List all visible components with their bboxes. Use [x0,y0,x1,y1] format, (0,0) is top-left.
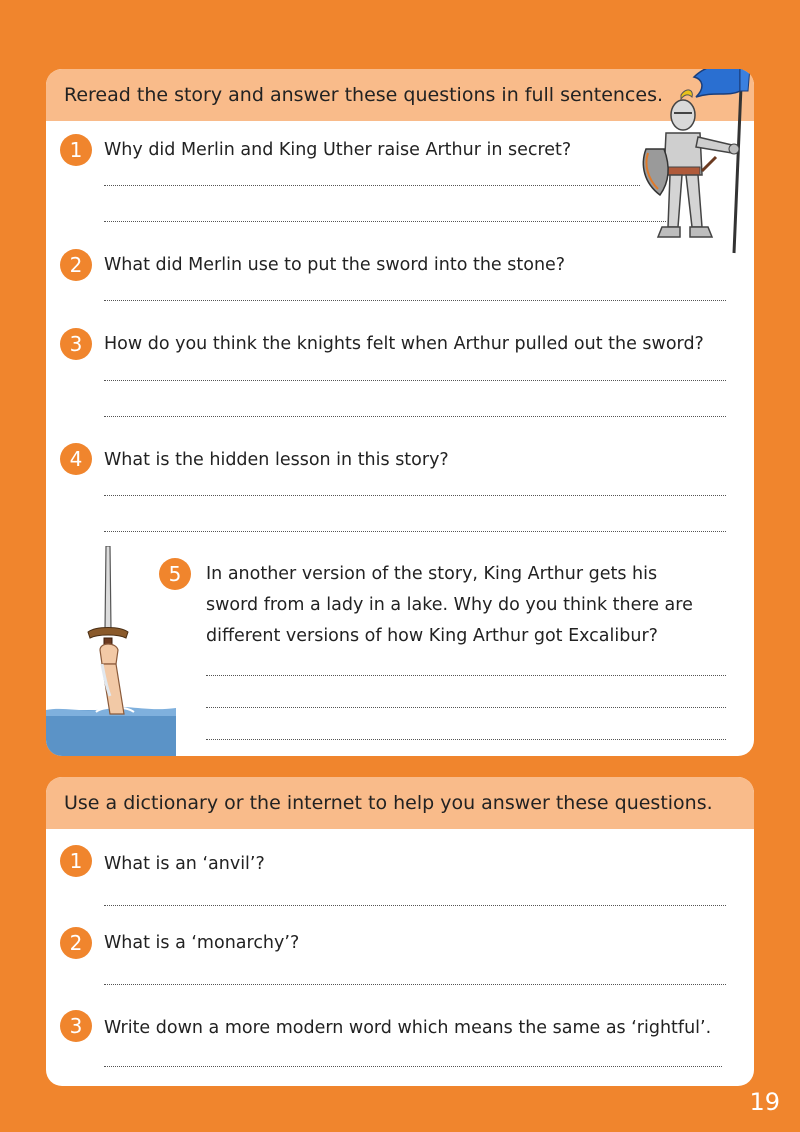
question-text: What did Merlin use to put the sword into the stone? [104,255,566,275]
question-number: 1 [60,845,92,877]
answer-line[interactable] [104,380,726,381]
question-text: What is a ‘monarchy’? [104,933,300,953]
question-text: How do you think the knights felt when Arthur pulled out the sword? [104,334,704,354]
question-number: 3 [60,328,92,360]
answer-line[interactable] [104,185,640,186]
question-text: What is an ‘anvil’? [104,854,265,874]
question-number: 2 [60,927,92,959]
questions-card-reread [46,69,754,756]
questions-card-dictionary [46,777,754,1086]
answer-line[interactable] [104,221,666,222]
question-number: 5 [159,558,191,590]
answer-line[interactable] [206,675,726,676]
instruction-text: Use a dictionary or the internet to help you answer these questions. [64,792,713,814]
question-text: What is the hidden lesson in this story? [104,450,449,470]
answer-line[interactable] [104,984,726,985]
answer-line[interactable] [104,905,726,906]
answer-line[interactable] [206,707,726,708]
knight-with-flag-illustration [636,69,754,277]
sword-in-lake-illustration [46,546,176,756]
instruction-text: Reread the story and answer these questions in full sentences. [64,84,664,106]
question-number: 2 [60,249,92,281]
question-text: Why did Merlin and King Uther raise Arthur in secret? [104,140,572,160]
answer-line[interactable] [104,300,726,301]
question-number: 1 [60,134,92,166]
answer-line[interactable] [104,1066,722,1067]
answer-line[interactable] [104,531,726,532]
answer-line[interactable] [104,495,726,496]
page-number: 19 [749,1088,780,1116]
answer-line[interactable] [206,739,726,740]
answer-line[interactable] [104,416,726,417]
question-text: Write down a more modern word which means the same as ‘rightful’. [104,1018,712,1038]
question-number: 3 [60,1010,92,1042]
card-header-dictionary [46,777,754,829]
question-number: 4 [60,443,92,475]
question-text: In another version of the story, King Arthur gets his sword from a lady in a lake. Why do you think there are different versions of how King Arthur got Excalibur? [206,564,693,646]
